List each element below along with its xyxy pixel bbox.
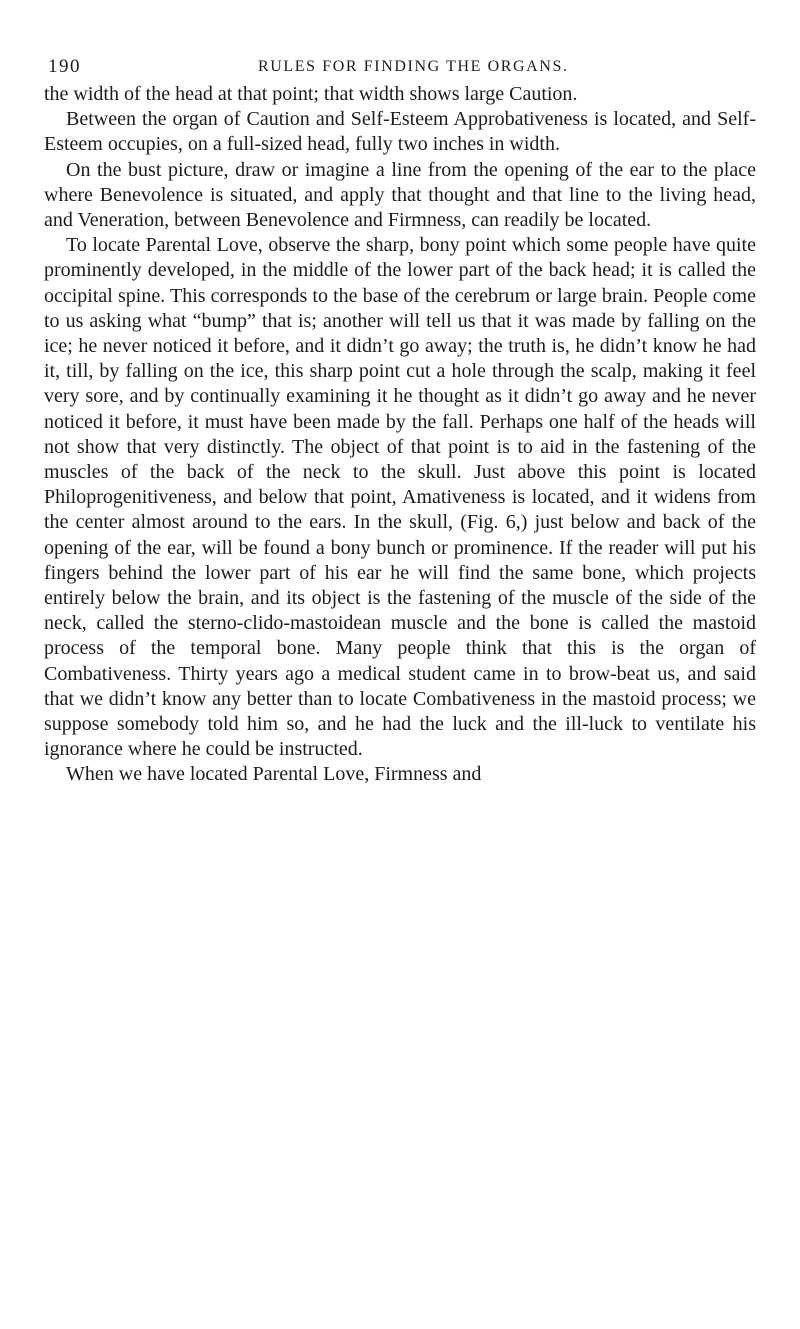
book-page	[44, 56, 756, 788]
paragraph-approbativeness: Between the organ of Caution and Self-Esteem Approbativeness is located, and Self-Esteem occupies, on a full-sized head, fully two inches in width.	[44, 108, 756, 156]
paragraph-veneration: On the bust picture, draw or imagine a line from the opening of the ear to the place where Benevolence is situated, and apply that thought and that line to the living head, and Veneration, between Benevolence and Firmness, can readily be located.	[44, 158, 756, 232]
body-text	[44, 82, 756, 788]
page-number: 190	[48, 56, 81, 77]
paragraph-final: When we have located Parental Love, Firmness and	[66, 763, 482, 786]
running-title: RULES FOR FINDING THE ORGANS.	[258, 58, 569, 75]
running-head	[44, 56, 756, 82]
paragraph-parental-love: To locate Parental Love, observe the sharp, bony point which some people have quite prominently developed, in the middle of the lower part of the back head; it is called the occipital spine. This corresponds to the base of the cerebrum or large brain. People come to us asking what “bump” that is; another will tell us that it was made by falling on the ice; he never noticed it before, and it didn’t go away; the truth is, he didn’t know he had it, till, by falling on the ice, this sharp point cut a hole through the scalp, making it feel very sore, and by continually examining it he thought as it didn’t go away and he never noticed it before, it must have been made by the fall. Perhaps one half of the heads will not show that very distinctly. The object of that point is to aid in the fastening of the muscles of the back of the neck to the skull. Just above this point is located Philoprogenitiveness, and below that point, Amativeness is located, and it widens from the center almost around to the ears. In the skull, (Fig. 6,) just below and back of the opening of the ear, will be found a bony bunch or prominence. If the reader will put his fingers behind the lower part of his ear he will find the same bone, which projects entirely below the brain, and its object is the fastening of the muscle of the side of the neck, called the sterno-clido-mastoidean muscle and the bone is called the mastoid process of the temporal bone. Many people think that this is the organ of Combativeness. Thirty years ago a medical student came in to brow-beat us, and said that we didn’t know any better than to locate Combativeness in the mastoid process; we suppose somebody told him so, and he had the luck and the ill-luck to ventilate his ignorance where he could be instructed.	[44, 234, 756, 761]
paragraph-continued: the width of the head at that point; that width shows large Caution.	[44, 83, 578, 105]
